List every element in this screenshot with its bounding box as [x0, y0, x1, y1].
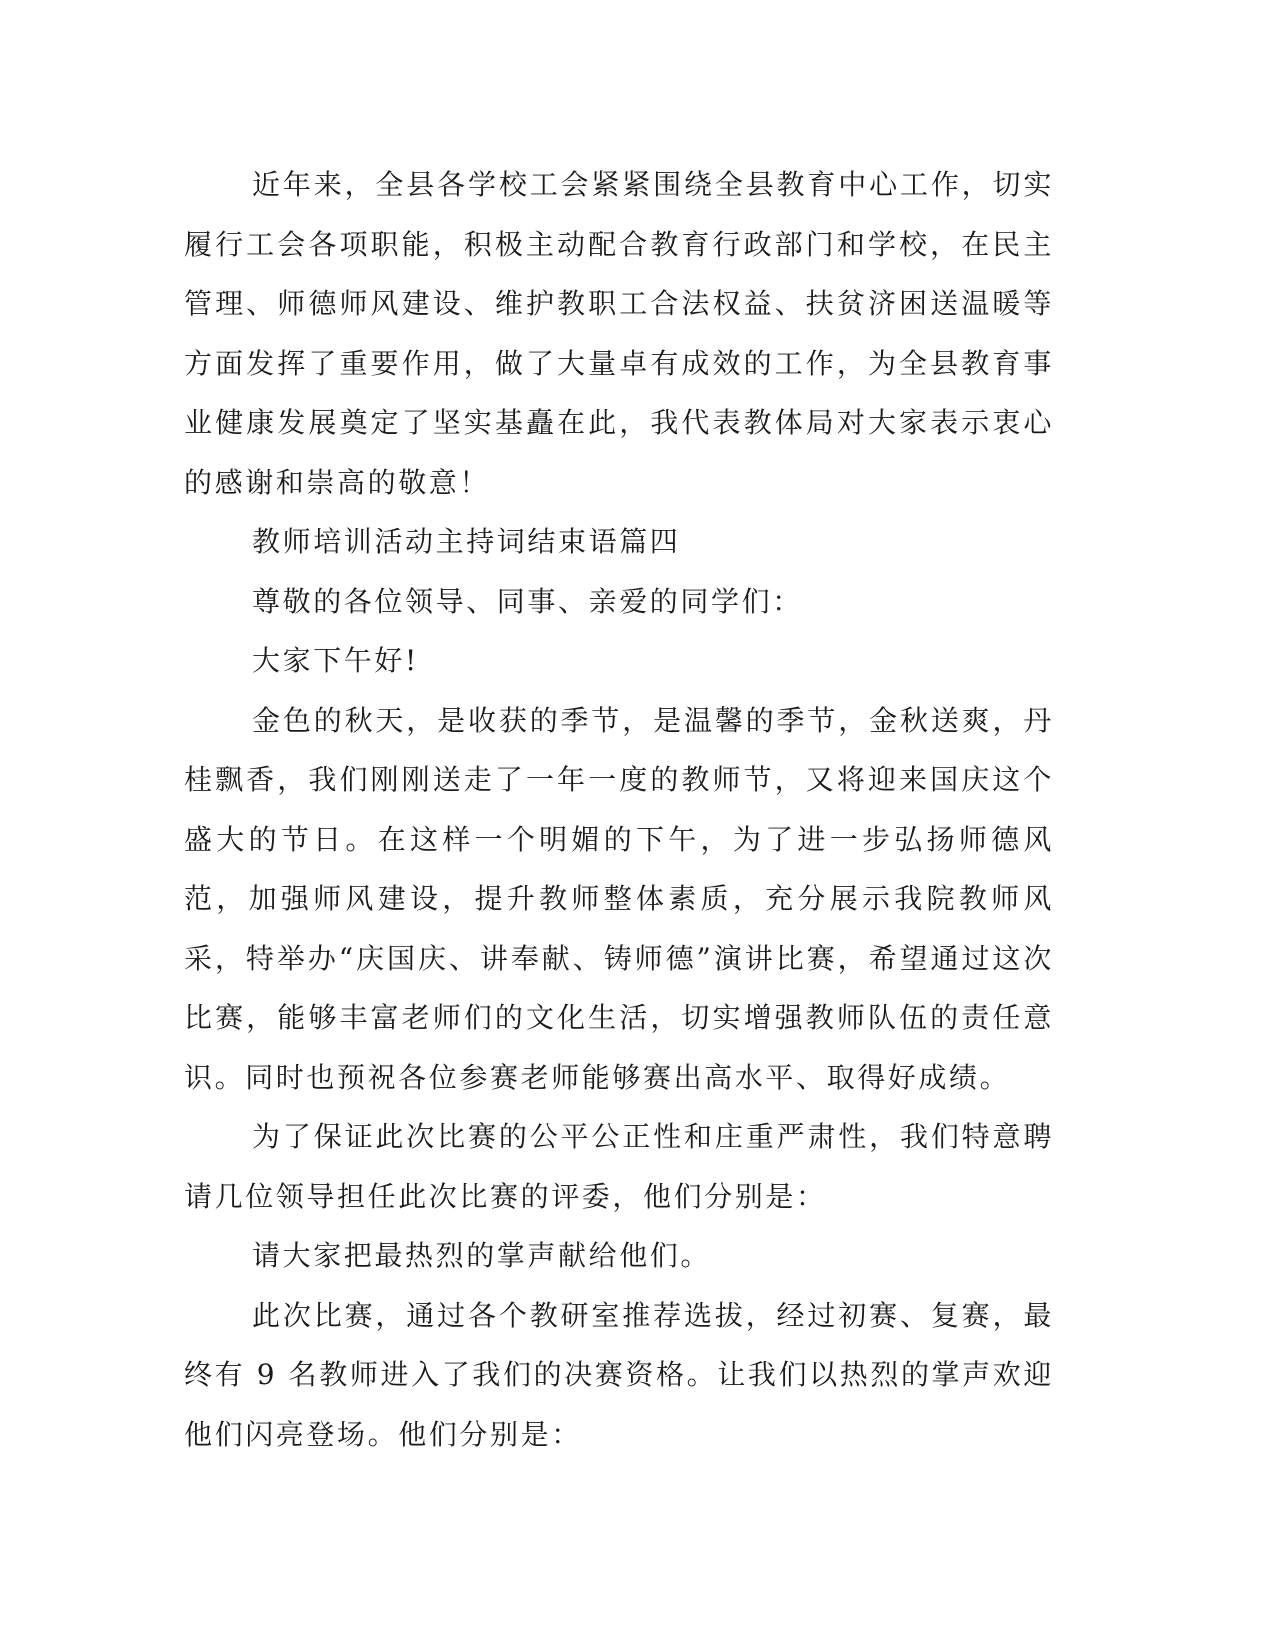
paragraph-judges: 为了保证此次比赛的公平公正性和庄重严肃性，我们特意聘请几位领导担任此次比赛的评委，他们分别是： — [184, 1120, 1054, 1213]
paragraph-autumn-contest: 金色的秋天，是收获的季节，是温馨的季节，金秋送爽，丹桂飘香，我们刚刚送走了一年一度的教师节，又将迎来国庆这个盛大的节日。在这样一个明媚的下午，为了进一步弘扬师德风范，加强师风建设，提升教师整体素质，充分展示我院教师风采，特举办“庆国庆、讲奉献、铸师德”演讲比赛，希望通过这次比赛，能够丰富老师们的文化生活，切实增强教师队伍的责任意识。同时也预祝各位参赛老师能够赛出高水平、取得好成绩。 — [184, 703, 1054, 1094]
paragraph-union-work: 近年来，全县各学校工会紧紧围绕全县教育中心工作，切实履行工会各项职能，积极主动配合教育行政部门和学校，在民主管理、师德师风建设、维护教职工合法权益、扶贫济困送温暖等方面发挥了重要作用，做了大量卓有成效的工作，为全县教育事业健康发展奠定了坚实基矗在此，我代表教体局对大家表示衷心的感谢和崇高的敬意！ — [184, 168, 1054, 499]
paragraph-finalists: 此次比赛，通过各个教研室推荐选拔，经过初赛、复赛，最终有 9 名教师进入了我们的决赛资格。让我们以热烈的掌声欢迎他们闪亮登场。他们分别是： — [184, 1298, 1054, 1451]
greeting: 大家下午好! — [252, 644, 419, 677]
paragraph-applause: 请大家把最热烈的掌声献给他们。 — [252, 1239, 712, 1272]
section-heading: 教师培训活动主持词结束语篇四 — [252, 525, 681, 558]
salutation: 尊敬的各位领导、同事、亲爱的同学们： — [252, 584, 803, 618]
document-body — [184, 155, 1054, 1464]
